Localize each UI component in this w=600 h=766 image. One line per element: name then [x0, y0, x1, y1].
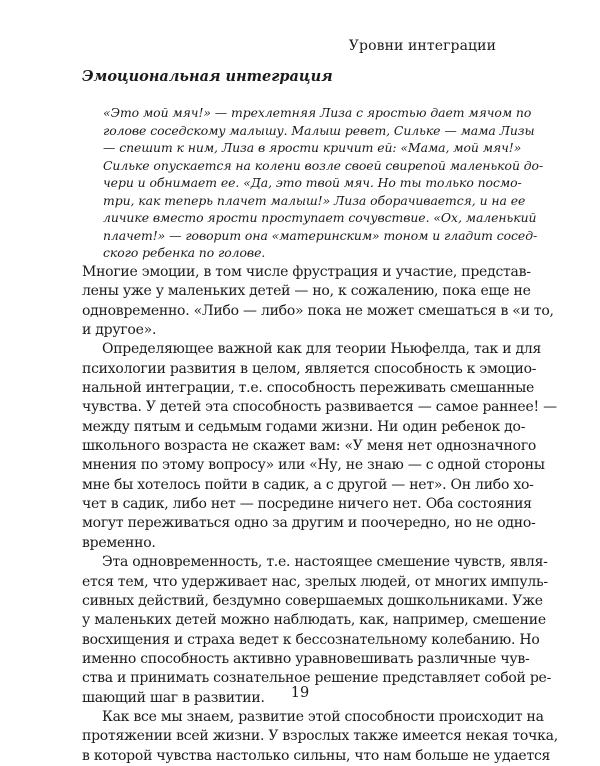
- body-line: именно способность активно уравновешивать различные чув-: [82, 650, 530, 667]
- epigraph-line: ского ребенка по голове.: [103, 245, 266, 260]
- body-line: Эта одновременность, т.е. настоящее смешение чувств, явля-: [102, 554, 548, 571]
- section-title: Эмоциональная интеграция: [82, 68, 333, 85]
- body-line: психологии развития в целом, является способность к эмоцио-: [82, 360, 537, 377]
- epigraph-line: голове соседскому малышу. Малыш ревет, Сильке — мама Лизы: [103, 122, 535, 138]
- epigraph-line: — спешит к ним, Лиза в ярости кричит ей: «Мама, мой мяч!»: [103, 140, 522, 155]
- body-line: Определяющее важной как для теории Ньюфелда, так и для: [102, 341, 542, 358]
- body-line: Как все мы знаем, развитие этой способности происходит на: [102, 708, 544, 725]
- running-header: Уровни интеграции: [348, 38, 496, 54]
- body-line: протяжении всей жизни. У взрослых также имеется некая точка,: [82, 728, 558, 745]
- body-line: восхищения и страха ведет к бессознательному колебанию. Но: [82, 631, 540, 648]
- body-line: одновременно. «Либо — либо» пока не может смешаться в «и то,: [82, 302, 554, 319]
- page-number: 19: [290, 685, 310, 701]
- epigraph-line: три, как теперь плачет малыш!» Лиза оборачивается, и на ее: [103, 192, 526, 208]
- body-line: школьного возраста не скажет вам: «У меня нет однозначного: [82, 438, 537, 455]
- epigraph-line: чери и обнимает ее. «Да, это твой мяч. Но ты только посмо-: [103, 175, 522, 190]
- body-line: ется тем, что удерживает нас, зрелых людей, от многих импуль-: [82, 573, 548, 590]
- body-line: чет в садик, либо нет — посредине ничего нет. Оба состояния: [82, 496, 532, 513]
- epigraph-line: «Это мой мяч!» — трехлетняя Лиза с яростью дает мячом по: [103, 105, 532, 120]
- body-line: могут переживаться одно за другим и поочередно, но не одно-: [82, 515, 536, 532]
- body-line: в которой чувства настолько сильны, что нам больше не удается: [82, 747, 551, 764]
- body-line: Многие эмоции, в том числе фрустрация и участие, представ-: [82, 264, 531, 280]
- body-line: ства и принимать сознательное решение представляет собой ре-: [82, 670, 552, 687]
- body-line: чувства. У детей эта способность развивается — самое раннее! —: [82, 399, 557, 416]
- body-line: и другое».: [82, 322, 157, 339]
- body-line: временно.: [82, 534, 156, 551]
- body-line: нальной интеграции, т.е. способность переживать смешанные: [82, 380, 535, 397]
- body-line: у маленьких детей можно наблюдать, как, например, смешение: [82, 612, 546, 629]
- epigraph-block: [103, 104, 544, 262]
- body-line: шающий шаг в развитии.: [82, 689, 265, 706]
- epigraph-line: Сильке опускается на колени возле своей свирепой маленькой до-: [103, 157, 544, 173]
- body-line: мнения по этому вопросу» или «Ну, не знаю — с одной стороны: [82, 457, 545, 474]
- body-line: сивных действий, бездумно совершаемых дошкольниками. Уже: [82, 592, 543, 609]
- epigraph-line: плачет!» — говорит она «материнским» тоном и гладит сосед-: [103, 227, 538, 243]
- body-line: мне бы хотелось пойти в садик, а с другой — нет». Он либо хо-: [82, 476, 534, 493]
- epigraph-line: личике вместо ярости проступает сочувствие. «Ох, маленький: [103, 210, 537, 225]
- body-line: лены уже у маленьких детей — но, к сожалению, пока еще не: [82, 283, 531, 300]
- body-line: между пятым и седьмым годами жизни. Ни один ребенок до-: [82, 418, 526, 435]
